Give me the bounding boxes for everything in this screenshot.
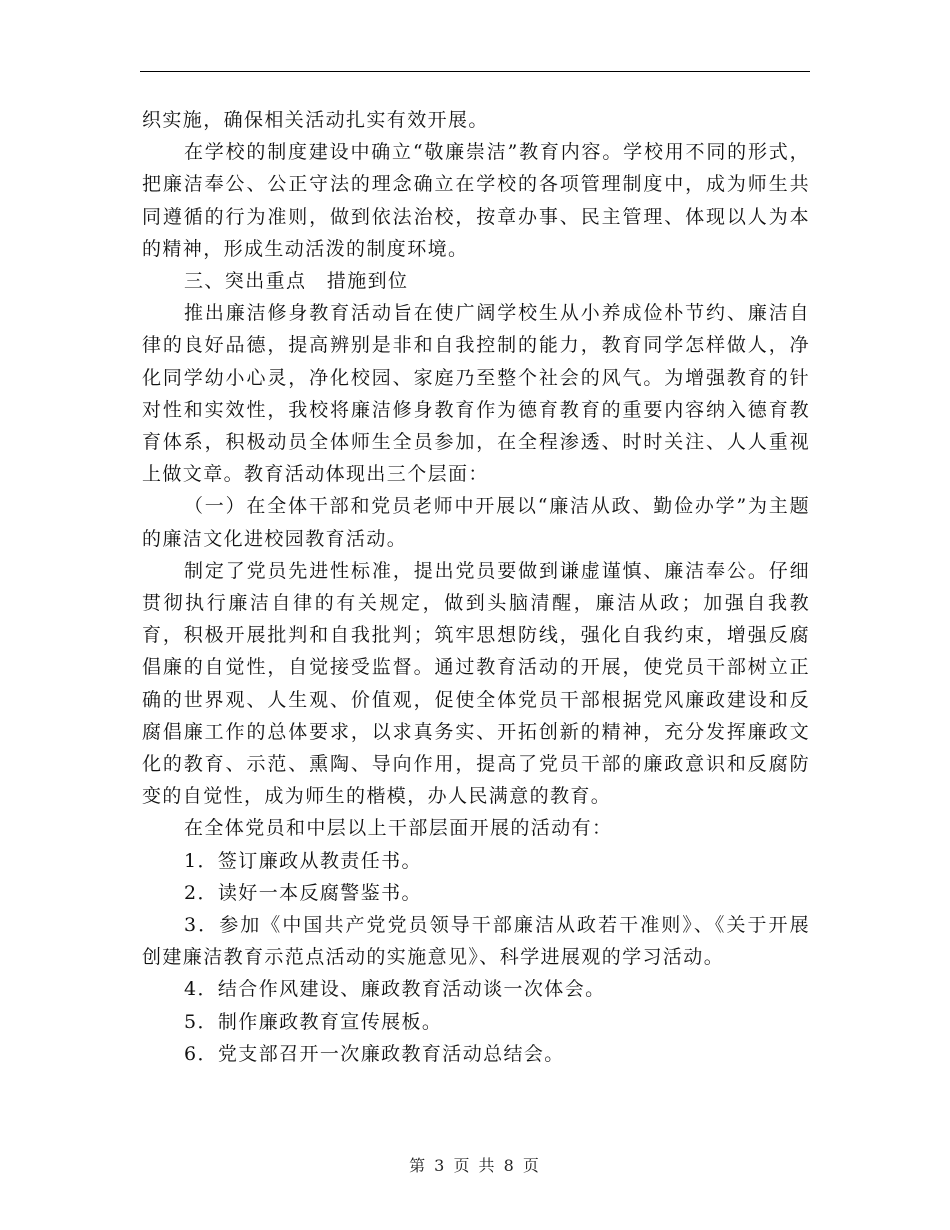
section-heading: 三、突出重点 措施到位 xyxy=(184,270,409,293)
paragraph: 制定了党员先进性标准，提出党员要做到谦虚谨慎、廉洁奉公。仔细贯彻执行廉洁自律的有关规定，做到头脑清醒，廉洁从政；加强自我教育，积极开展批判和自我批判；筑牢思想防线，强化自我约束，增强反腐倡廉的自觉性，自觉接受监督。通过教育活动的开展，使党员干部树立正确的世界观、人生观、价值观，促使全体党员干部根据党风廉政建设和反腐倡廉工作的总体要求，以求真务实、开拓创新的精神，充分发挥廉政文化的教育、示范、熏陶、导向作用，提高了党员干部的廉政意识和反腐防变的自觉性，成为师生的楷模，办人民满意的教育。 xyxy=(142,559,810,808)
document-body xyxy=(142,104,810,1070)
list-item: 3．参加《中国共产党党员领导干部廉洁从政若干准则》、《关于开展创建廉洁教育示范点活动的实施意见》、科学进展观的学习活动。 xyxy=(142,914,810,969)
paragraph: 在学校的制度建设中确立“敬廉崇洁”教育内容。学校用不同的形式，把廉洁奉公、公正守法的理念确立在学校的各项管理制度中，成为师生共同遵循的行为准则，做到依法治校，按章办事、民主管理、体现以人为本的精神，形成生动活泼的制度环境。 xyxy=(142,141,810,260)
list-item: 6．党支部召开一次廉政教育活动总结会。 xyxy=(184,1042,565,1065)
list-item: 2．读好一本反腐警鉴书。 xyxy=(184,881,422,904)
paragraph: 在全体党员和中层以上干部层面开展的活动有： xyxy=(184,817,613,840)
paragraph: 织实施，确保相关活动扎实有效开展。 xyxy=(142,109,489,131)
list-item: 5．制作廉政教育宣传展板。 xyxy=(184,1010,443,1033)
page-number: 第 3 页 共 8 页 xyxy=(409,1156,541,1175)
header-rule xyxy=(140,71,810,72)
paragraph: 推出廉洁修身教育活动旨在使广阔学校生从小养成俭朴节约、廉洁自律的良好品德，提高辨别是非和自我控制的能力，教育同学怎样做人，净化同学幼小心灵，净化校园、家庭乃至整个社会的风气。为增强教育的针对性和实效性，我校将廉洁修身教育作为德育教育的重要内容纳入德育教育体系，积极动员全体师生全员参加，在全程渗透、时时关注、人人重视上做文章。教育活动体现出三个层面： xyxy=(142,302,810,486)
subsection-heading: （一）在全体干部和党员老师中开展以“廉洁从政、勤俭办学”为主题的廉洁文化进校园教育活动。 xyxy=(142,495,810,550)
list-item: 1．签订廉政从教责任书。 xyxy=(184,849,422,872)
list-item: 4．结合作风建设、廉政教育活动谈一次体会。 xyxy=(184,978,606,1001)
